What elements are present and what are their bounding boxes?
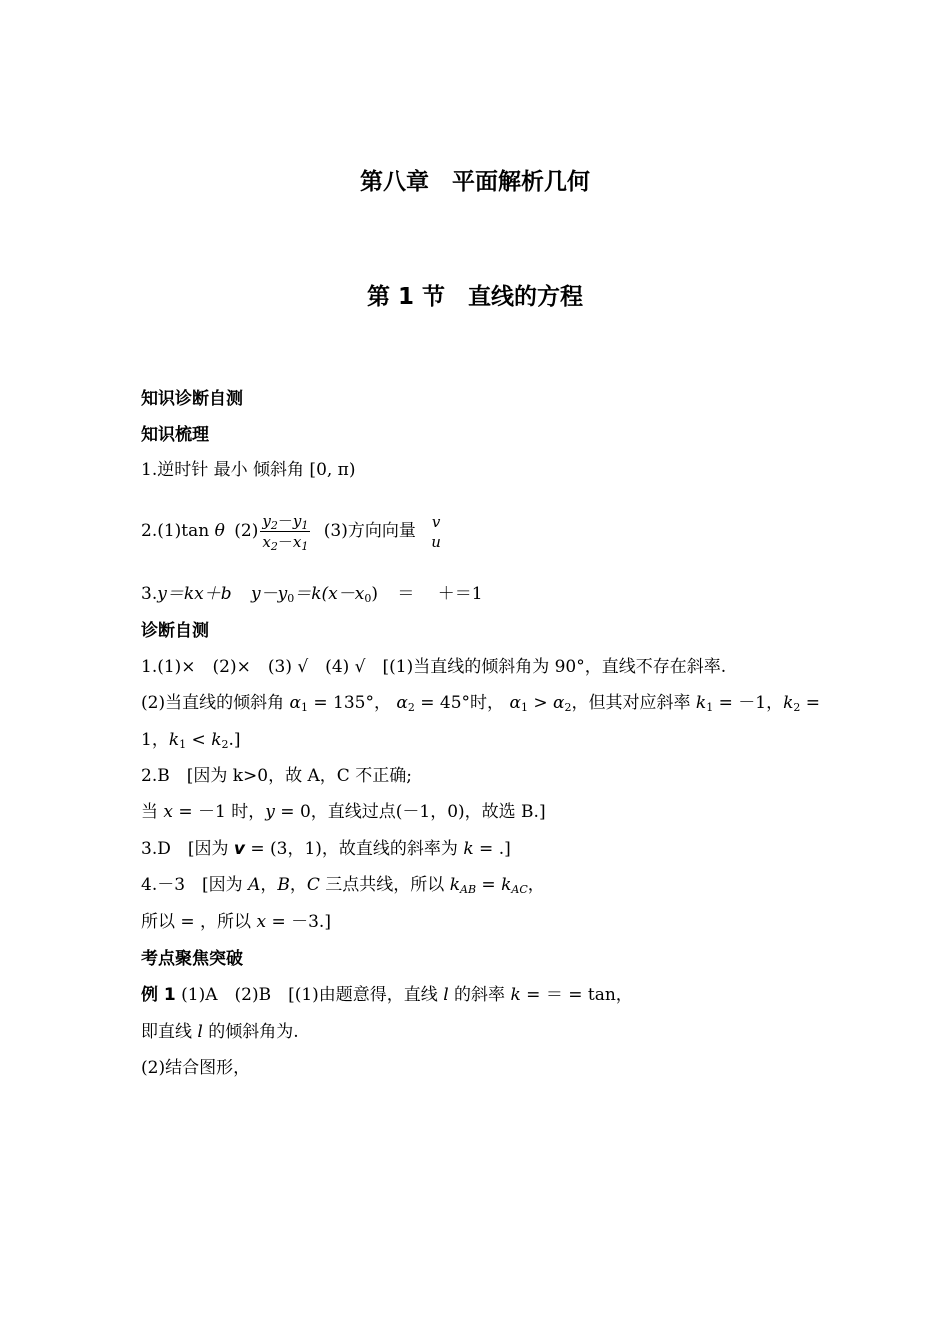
diagnosis-line-2: (2)当直线的倾斜角 $\alpha_1 = 135^\circ$， $\alpha_2 = 45^\circ$时， $\alpha_1 > \alpha_2$，但其对应斜率 $k_1 = -1$，$k_2$ = [141, 693, 821, 714]
slope-fraction [260, 511, 310, 552]
diagnosis-line-8: 所以 = ，所以 x = －3.] [141, 912, 331, 932]
slope-denominator: $x_2-x_1$ [262, 533, 309, 553]
diagnosis-line-5: 当 x = －1 时，y = 0，直线过点(－1，0)，故选 B.] [141, 802, 546, 822]
section-title: 第 1 节 直线的方程 [366, 284, 584, 310]
vector-v: v [233, 839, 245, 859]
tan-text: 2.(1)tan [141, 521, 210, 541]
diagnosis-line-1: 1.(1)× (2)× (3) √ (4) √ [(1)当直线的倾斜角为 90°，直线不存在斜率. [141, 657, 727, 677]
example-line-3: (2)结合图形， [141, 1058, 251, 1078]
example-line-2: 即直线 l 的倾斜角为. [141, 1022, 299, 1042]
part3-label: (3)方向向量 [323, 521, 416, 541]
example-line-1: 例 1 (1)A (2)B [(1)由题意得，直线 l 的斜率 k = ＝ = tan， [141, 985, 633, 1005]
outline-line-2 [141, 509, 445, 553]
diagnosis-line-6: 3.D [因为 v = (3，1)，故直线的斜率为 k = .] [141, 839, 511, 859]
heading-key-points: 考点聚焦突破 [141, 949, 243, 969]
slope-numerator: $y_2-y_1$ [262, 512, 309, 532]
chapter-title: 第八章 平面解析几何 [360, 169, 590, 195]
theta-symbol: θ [214, 521, 225, 541]
diagnosis-line-3: 1，$k_1 < k_2$.] [141, 730, 241, 751]
heading-knowledge-outline: 知识梳理 [141, 425, 209, 445]
diagnosis-line-7: 4.－3 [因为 A，B，C 三点共线，所以 $k_{AB} = k_{AC}$， [141, 875, 545, 896]
outline-line-3: 3.y＝kx＋b $y-y_0=k(x-x_0) = +=1$ [141, 584, 483, 605]
heading-diagnosis: 诊断自测 [141, 621, 209, 641]
direction-fraction: v u [431, 512, 441, 551]
example-label: 例 1 [141, 985, 176, 1005]
part2-label: (2) [234, 521, 259, 541]
diagnosis-line-4: 2.B [因为 k>0，故 A，C 不正确; [141, 766, 412, 786]
outline-line-1: 1.逆时针 最小 倾斜角 [0, π) [141, 460, 356, 480]
heading-diagnosis-self-test: 知识诊断自测 [141, 389, 243, 409]
